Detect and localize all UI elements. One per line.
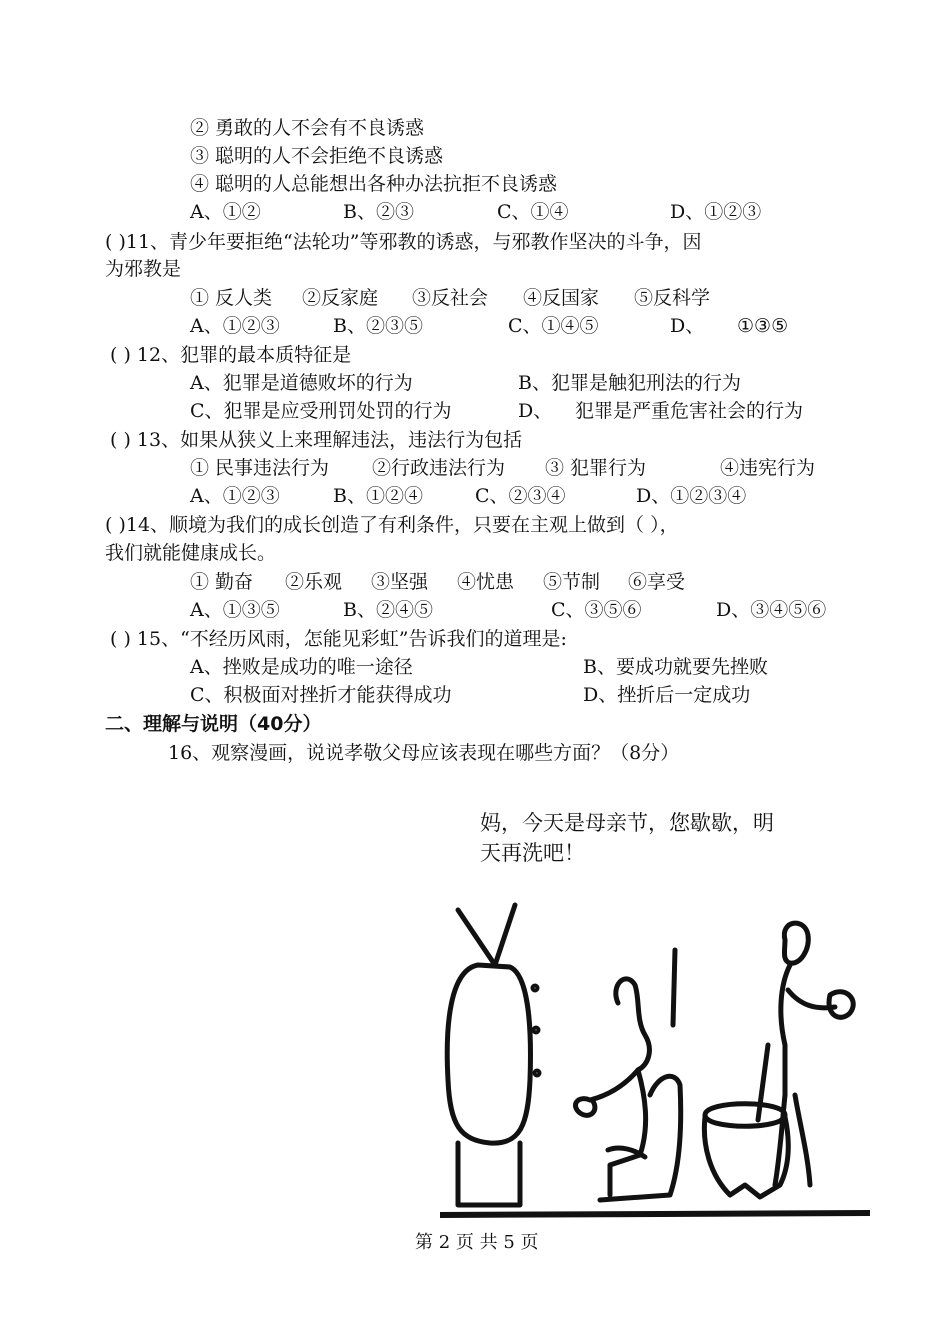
q14-option-a: A、①③⑤ bbox=[190, 599, 280, 621]
q13-option-a: A、①②③ bbox=[190, 485, 280, 507]
cartoon-speech-line-1: 妈，今天是母亲节，您歇歇，明 bbox=[480, 811, 774, 835]
q13-item-1: ① 民事违法行为 bbox=[190, 457, 330, 479]
q11-item-4: ④反国家 bbox=[523, 287, 600, 309]
tv-antenna-right bbox=[495, 905, 515, 965]
tv-body bbox=[447, 965, 530, 1143]
q13-item-3: ③ 犯罪行为 bbox=[545, 457, 647, 479]
q16-stem: 16、观察漫画，说说孝敬父母应该表现在哪些方面？（8分） bbox=[168, 742, 680, 764]
q14-item-1: ① 勤奋 bbox=[190, 571, 254, 593]
q11-stem-cont: 为邪教是 bbox=[105, 258, 182, 280]
q11-option-d: D、 bbox=[670, 315, 705, 337]
q14-stem: ( )14、顺境为我们的成长创造了有利条件，只要在主观上做到（ ）， bbox=[105, 514, 679, 536]
q12-option-b: B、犯罪是触犯刑法的行为 bbox=[518, 372, 741, 394]
q13-option-b: B、①②④ bbox=[333, 485, 423, 507]
q11-stem: ( )11、青少年要拒绝“法轮功”等邪教的诱惑，与邪教作坚决的斗争，因 bbox=[105, 231, 702, 253]
q14-item-4: ④忧患 bbox=[457, 571, 515, 593]
q11-item-5: ⑤反科学 bbox=[634, 287, 711, 309]
cartoon-speech-line-2: 天再洗吧！ bbox=[480, 841, 585, 865]
q10-option-c: C、①④ bbox=[497, 201, 569, 223]
q10-item-4: ④ 聪明的人总能想出各种办法抗拒不良诱惑 bbox=[190, 173, 558, 195]
q13-stem: ( ) 13、如果从狭义上来理解违法，违法行为包括 bbox=[110, 429, 523, 451]
section-2-title: 二、理解与说明（40分） bbox=[105, 713, 322, 735]
q12-stem: ( ) 12、犯罪的最本质特征是 bbox=[110, 344, 352, 366]
q13-option-d: D、①②③④ bbox=[636, 485, 747, 507]
q12-option-d-text: 犯罪是严重危害社会的行为 bbox=[575, 400, 804, 422]
q15-option-b: B、要成功就要先挫败 bbox=[583, 656, 768, 678]
q13-item-2: ②行政违法行为 bbox=[372, 457, 506, 479]
q12-option-d: D、 bbox=[518, 400, 553, 422]
q11-item-3: ③反社会 bbox=[412, 287, 489, 309]
q10-option-a: A、①② bbox=[190, 201, 261, 223]
mother-head bbox=[616, 979, 650, 1070]
mother-arm bbox=[590, 1070, 638, 1100]
cartoon-illustration bbox=[440, 895, 870, 1235]
q11-option-b: B、②③⑤ bbox=[333, 315, 423, 337]
tv-antenna-left bbox=[458, 910, 495, 965]
q14-option-b: B、②④⑤ bbox=[343, 599, 433, 621]
son-head bbox=[784, 923, 808, 963]
table-top bbox=[705, 1104, 785, 1127]
q11-option-d-value: ①③⑤ bbox=[737, 315, 789, 337]
q10-option-d: D、①②③ bbox=[670, 201, 762, 223]
q11-option-a: A、①②③ bbox=[190, 315, 280, 337]
q14-item-3: ③坚强 bbox=[371, 571, 429, 593]
q11-option-c: C、①④⑤ bbox=[508, 315, 599, 337]
son-body bbox=[781, 965, 790, 1095]
q12-option-c: C、犯罪是应受刑罚处罚的行为 bbox=[190, 400, 452, 422]
tv-stand bbox=[458, 1143, 520, 1205]
q14-option-d: D、③④⑤⑥ bbox=[716, 599, 827, 621]
floor-line bbox=[440, 1213, 870, 1215]
mother-hand bbox=[575, 1099, 594, 1116]
q14-item-6: ⑥享受 bbox=[628, 571, 686, 593]
q14-option-c: C、③⑤⑥ bbox=[551, 599, 642, 621]
speech-pointer bbox=[673, 950, 675, 1025]
q10-item-3: ③ 聪明的人不会拒绝不良诱惑 bbox=[190, 145, 444, 167]
q15-option-a: A、挫败是成功的唯一途径 bbox=[190, 656, 413, 678]
q12-option-a: A、犯罪是道德败坏的行为 bbox=[190, 372, 413, 394]
q14-stem-cont: 我们就能健康成长。 bbox=[105, 542, 277, 564]
q11-item-1: ① 反人类 bbox=[190, 287, 273, 309]
q10-item-2: ② 勇敢的人不会有不良诱惑 bbox=[190, 117, 425, 139]
q10-option-b: B、②③ bbox=[343, 201, 414, 223]
q15-option-d: D、挫折后一定成功 bbox=[583, 684, 751, 706]
q11-item-2: ②反家庭 bbox=[302, 287, 379, 309]
q13-option-c: C、②③④ bbox=[475, 485, 566, 507]
page-footer: 第 2 页 共 5 页 bbox=[415, 1232, 539, 1253]
q15-stem: ( ) 15、“不经历风雨，怎能见彩虹”告诉我们的道理是: bbox=[110, 628, 567, 650]
son-leg-right bbox=[795, 1095, 810, 1185]
son-dish bbox=[829, 992, 853, 1018]
son-mop bbox=[758, 1045, 768, 1120]
q13-item-4: ④违宪行为 bbox=[720, 457, 816, 479]
q15-option-c: C、积极面对挫折才能获得成功 bbox=[190, 684, 452, 706]
q14-item-2: ②乐观 bbox=[285, 571, 343, 593]
q14-item-5: ⑤节制 bbox=[543, 571, 601, 593]
